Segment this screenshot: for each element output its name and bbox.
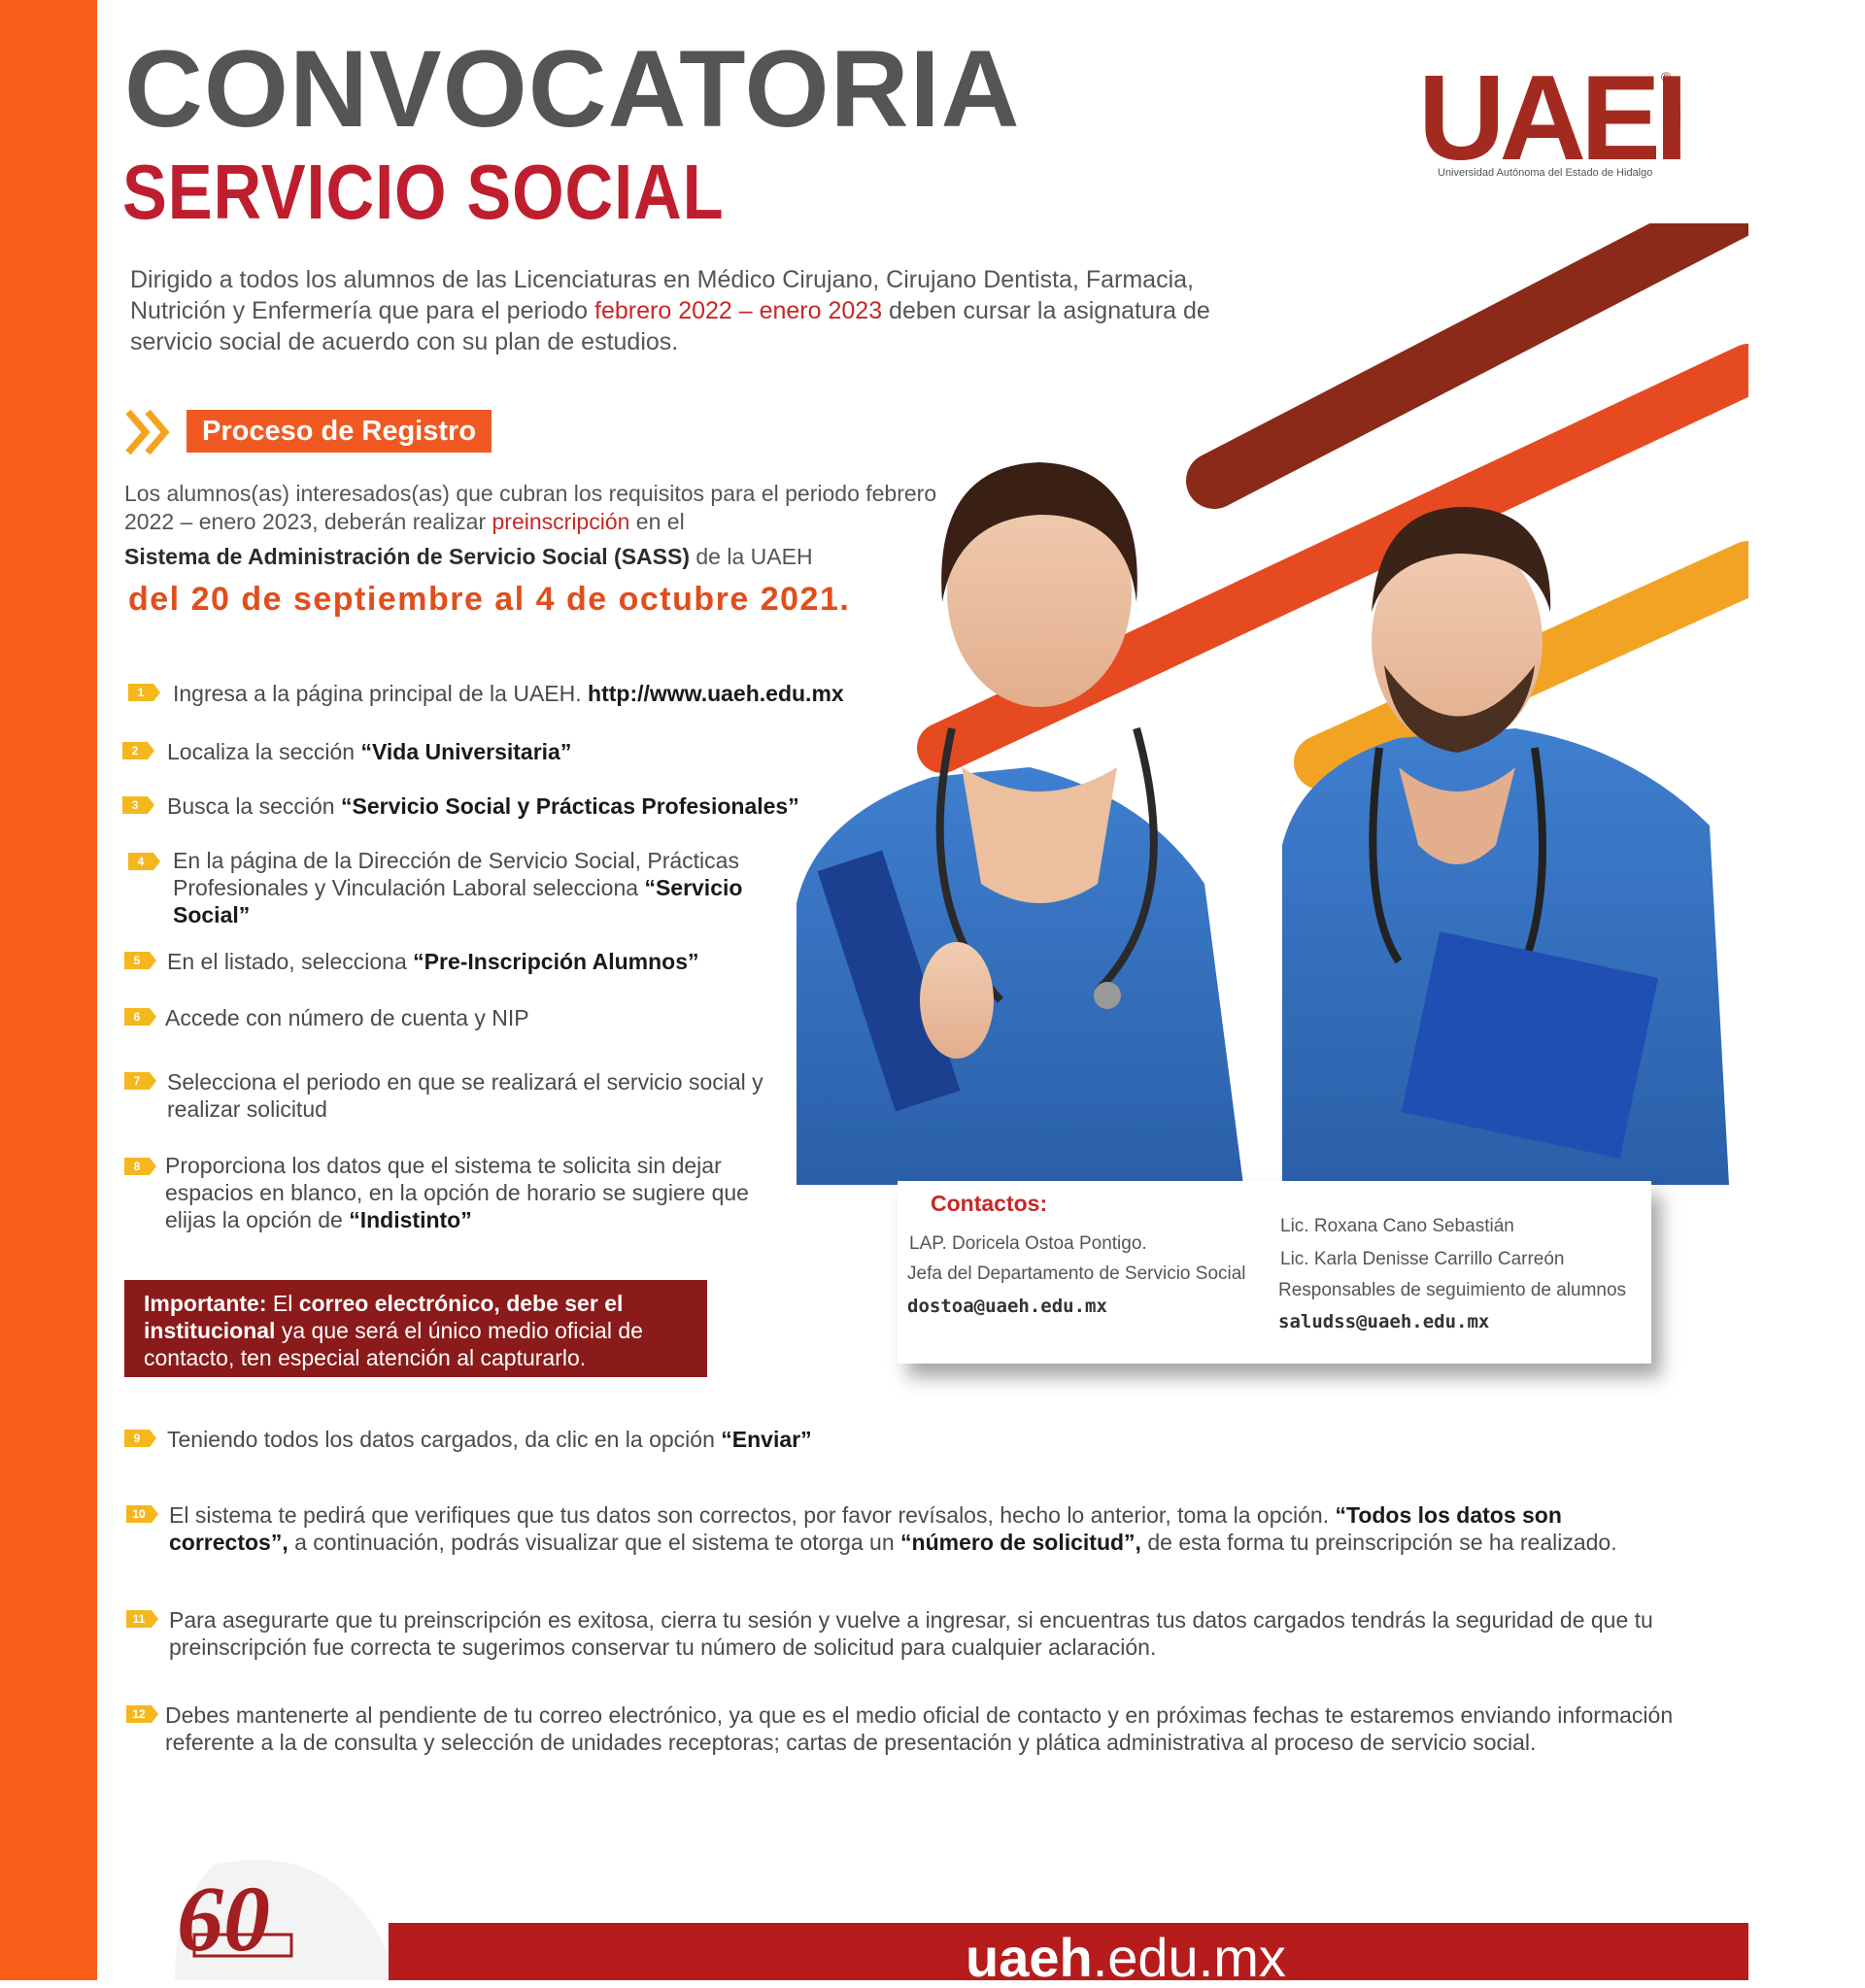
contact-left-email[interactable]: dostoa@uaeh.edu.mx: [907, 1296, 1107, 1317]
step-badge: 12: [126, 1705, 152, 1723]
contact-right-role: Responsables de seguimiento de alumnos: [1278, 1280, 1627, 1300]
left-accent-bar: [0, 0, 97, 1980]
list-item: 2 Localiza la sección “Vida Universitaria”: [122, 738, 899, 765]
list-item: 10 El sistema te pedirá que verifiques que tus datos son correctos, por favor revísalos, hecho lo anterior, toma la opción. “Todos los datos son correctos”, a continuación, podrás visualizar que el sistema te otorga un “número de solicitud”, de esta forma tu preinscripción se ha realizado.: [126, 1501, 1680, 1556]
double-chevron-icon: [124, 408, 175, 456]
contact-left-name: LAP. Doricela Ostoa Pontigo.: [909, 1233, 1147, 1254]
step-badge: 10: [126, 1505, 152, 1523]
step-badge: 1: [128, 684, 153, 701]
step-badge: 2: [122, 742, 148, 759]
step-badge: 4: [128, 853, 153, 870]
registration-dates: del 20 de septiembre al 4 de octubre 2021.: [128, 581, 851, 618]
contact-left-role: Jefa del Departamento de Servicio Social: [907, 1264, 1246, 1284]
step-badge: 11: [126, 1610, 152, 1628]
step-badge: 8: [124, 1158, 150, 1175]
step-badge: 7: [124, 1072, 150, 1090]
sass-system-name: Sistema de Administración de Servicio Social (SASS): [124, 544, 690, 569]
list-item: 3 Busca la sección “Servicio Social y Prácticas Profesionales”: [122, 792, 899, 820]
logo-letters: UAE: [1418, 62, 1655, 185]
svg-text:60: 60: [177, 1867, 270, 1971]
step-badge: 9: [124, 1430, 150, 1447]
sass-line: Sistema de Administración de Servicio Social (SASS) de la UAEH: [124, 544, 813, 569]
intro-period: febrero 2022 – enero 2023: [594, 297, 883, 324]
step-badge: 3: [122, 796, 148, 814]
list-item: 6 Accede con número de cuenta y NIP: [124, 1004, 901, 1031]
important-notice: Importante: El correo electrónico, debe ser el institucional ya que será el único medio oficial de contacto, ten especial atención al capturarlo.: [124, 1280, 707, 1377]
list-item: 1 Ingresa a la página principal de la UAEH. http://www.uaeh.edu.mx: [128, 680, 905, 707]
page-subtitle: SERVICIO SOCIAL: [122, 149, 725, 235]
list-item: 8 Proporciona los datos que el sistema te solicita sin dejar espacios en blanco, en la opción de horario se sugiere que elijas la opción de “Indistinto”: [124, 1152, 785, 1233]
list-item: 9 Teniendo todos los datos cargados, da clic en la opción “Enviar”: [124, 1426, 1678, 1453]
preinscription-highlight: preinscripción: [492, 509, 630, 534]
list-item: 5 En el listado, selecciona “Pre-Inscripción Alumnos”: [124, 948, 901, 975]
list-item: 4 En la página de la Dirección de Servicio Social, Prácticas Profesionales y Vinculación Laboral selecciona “Servicio Social”: [128, 847, 779, 928]
contact-right-email[interactable]: saludss@uaeh.edu.mx: [1278, 1311, 1490, 1332]
contact-right-name-1: Lic. Roxana Cano Sebastián: [1280, 1216, 1514, 1236]
medical-students-photo-icon: [777, 223, 1748, 1185]
step-badge: 5: [124, 952, 150, 969]
logo-registered: ®: [1661, 69, 1672, 84]
intro-paragraph: Dirigido a todos los alumnos de las Licenciaturas en Médico Cirujano, Cirujano Dentista, Farmacia, Nutrición y Enfermería que para el periodo febrero 2022 – enero 2023 deben cursar la asignatura de servicio social de acuerdo con su plan de estudios.: [130, 266, 1210, 355]
page-title: CONVOCATORIA: [124, 28, 1021, 150]
registration-paragraph: Los alumnos(as) interesados(as) que cubran los requisitos para el periodo febrero 2022 – enero 2023, deberán realizar preinscripción en el: [124, 481, 937, 534]
logo-caption: Universidad Autónoma del Estado de Hidalgo: [1438, 167, 1653, 179]
contacts-title: Contactos:: [931, 1191, 1048, 1216]
contact-right-name-2: Lic. Karla Denisse Carrillo Carreón: [1280, 1249, 1565, 1269]
uaeh-logo-icon: [1418, 62, 1680, 188]
uaeh-link[interactable]: http://www.uaeh.edu.mx: [588, 681, 844, 706]
sixty-years-anniversary-logo-icon: [155, 1826, 408, 1980]
section-title-registration: Proceso de Registro: [186, 410, 492, 453]
list-item: 7 Selecciona el periodo en que se realizará el servicio social y realizar solicitud: [124, 1068, 785, 1123]
list-item: 12 Debes mantenerte al pendiente de tu correo electrónico, ya que es el medio oficial de contacto y en próximas fechas te estaremos enviando información referente a la de consulta y selección de unidades receptoras; cartas de presentación y plática administrativa al proceso de servicio social.: [126, 1702, 1680, 1756]
list-item: 11 Para asegurarte que tu preinscripción es exitosa, cierra tu sesión y vuelve a ingresar, si encuentras tus datos cargados tendrás la seguridad de que tu preinscripción fue correcta te sugerimos conservar tu número de solicitud para cualquier aclaración.: [126, 1606, 1710, 1661]
footer-website-link[interactable]: uaeh.edu.mx: [966, 1927, 1286, 1988]
step-badge: 6: [124, 1008, 150, 1026]
